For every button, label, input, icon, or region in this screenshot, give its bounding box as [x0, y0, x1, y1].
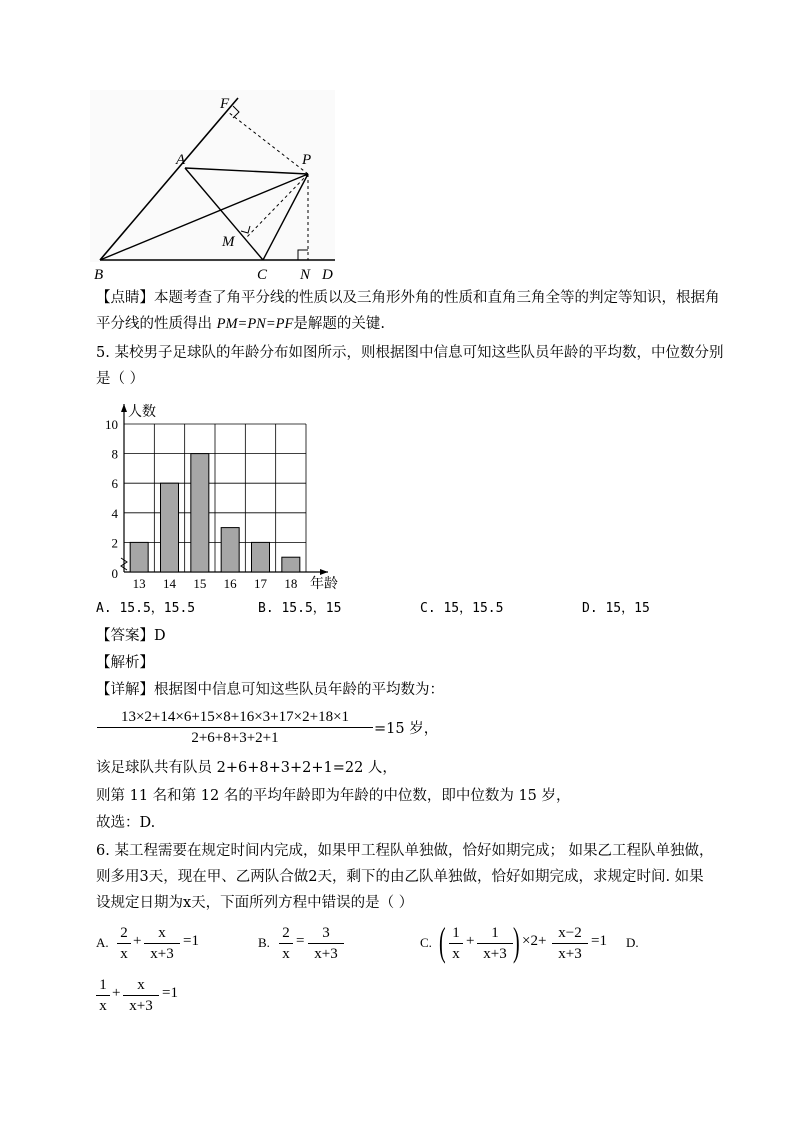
q5-total: 该足球队共有队员 2+6+8+3+2+1=22 人， — [96, 760, 397, 776]
y-tick-label: 4 — [111, 505, 118, 521]
mean-fraction: 13×2+14×6+15×8+16×3+17×2+18×1 2+6+8+3+2+1 — [97, 708, 373, 747]
label-B: B — [94, 267, 104, 280]
q5-option-c[interactable]: C. 15，15.5 — [420, 601, 504, 616]
x-tick-label: 17 — [254, 576, 267, 591]
bar-14 — [161, 483, 179, 572]
q5-choose: 故选：D. — [96, 815, 156, 831]
label-D: D — [322, 267, 333, 280]
x-axis-arrow — [320, 569, 328, 575]
q6-stem-line-3: 设规定日期为x天，下面所列方程中错误的是（ ） — [96, 895, 414, 911]
bar-18 — [282, 557, 300, 572]
comment-tag: 【点睛】 — [96, 290, 154, 306]
x-tick-label: 18 — [284, 576, 298, 591]
geometry-figure — [90, 90, 350, 280]
q5-stem-line-2: 是（ ） — [96, 371, 145, 387]
y-axis-arrow — [121, 404, 127, 412]
detail-tag: 【详解】 — [96, 682, 154, 698]
label-C: C — [257, 267, 268, 280]
y-tick-label: 6 — [111, 476, 118, 492]
mean-result: =15 岁， — [374, 721, 439, 737]
q5-answer: 【答案】D — [96, 628, 166, 644]
label-F: F — [220, 96, 230, 112]
label-P: P — [302, 152, 312, 168]
bar-17 — [252, 542, 270, 572]
x-tick-label: 16 — [223, 576, 237, 591]
label-N: N — [300, 267, 311, 280]
q5-stem-line-1: 5. 某校男子足球队的年龄分布如图所示，则根据图中信息可知这些队员年龄的平均数，中位数分别 — [96, 345, 724, 361]
comment-line-2: 平分线的性质得出 PM=PN=PF是解题的关键. — [96, 316, 385, 332]
label-A: A — [176, 152, 186, 168]
y-axis-title: 人数 — [128, 405, 156, 420]
x-tick-label: 15 — [193, 576, 207, 591]
x-tick-label: 14 — [163, 576, 176, 591]
x-tick-label: 13 — [132, 576, 146, 591]
label-M: M — [222, 234, 235, 250]
q6-stem-line-2: 则多用3天，现在甲、乙两队合做2天，剩下的由乙队单独做，恰好如期完成，求规定时间. 如果 — [96, 869, 704, 885]
x-axis-title: 年龄 — [310, 577, 338, 592]
comment-line-1: 【点睛】本题考查了角平分线的性质以及三角形外角的性质和直角三角全等的判定等知识，根据角 — [96, 290, 720, 306]
bar-13 — [130, 542, 148, 572]
q5-option-d[interactable]: D. 15，15 — [582, 601, 650, 616]
q5-option-a[interactable]: A. 15.5，15.5 — [96, 601, 196, 616]
age-bar-chart — [100, 400, 350, 592]
y-tick-label: 2 — [111, 535, 118, 551]
q5-analysis-tag: 【解析】 — [96, 655, 154, 671]
q6-stem-line-1: 6. 某工程需要在规定时间内完成，如果甲工程队单独做，恰好如期完成； 如果乙工程队单独做， — [96, 843, 714, 859]
y-tick-label: 10 — [105, 417, 118, 432]
bar-16 — [221, 528, 239, 572]
q5-median: 则第 11 名和第 12 名的平均年龄即为年龄的中位数，即中位数为 15 岁， — [96, 788, 571, 804]
y-tick-label: 0 — [111, 566, 118, 581]
bar-15 — [191, 454, 209, 572]
q5-detail: 【详解】根据图中信息可知这些队员年龄的平均数为： — [96, 682, 444, 698]
axis-break — [121, 558, 127, 570]
q5-option-b[interactable]: B. 15.5，15 — [258, 601, 342, 616]
y-tick-label: 8 — [111, 446, 118, 462]
